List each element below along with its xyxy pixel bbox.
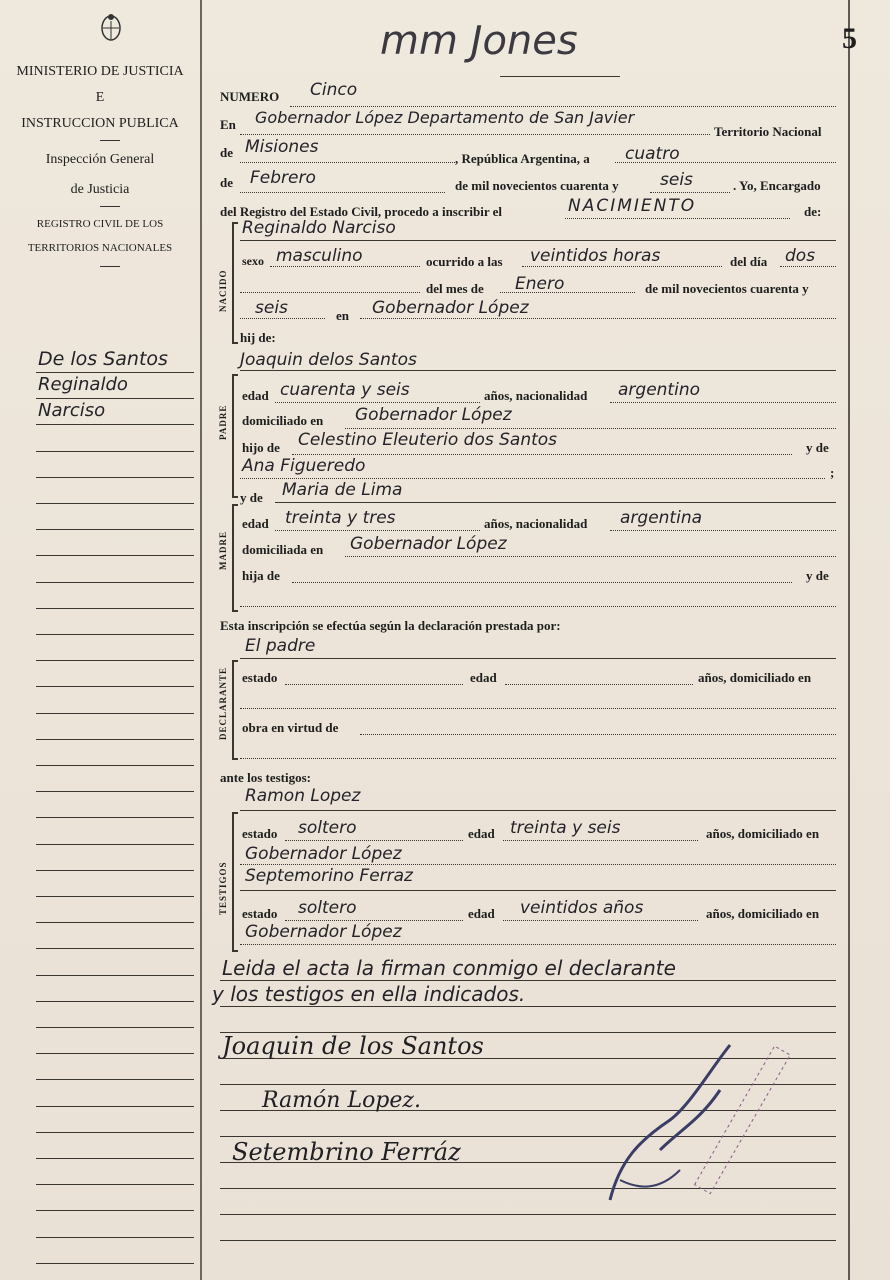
margin-rule xyxy=(36,1132,194,1133)
territorio-label: Territorio Nacional xyxy=(714,124,822,139)
margin-rule xyxy=(36,582,194,583)
anos-domiciliado-label: años, domiciliado en xyxy=(706,826,820,841)
padre-side-label: PADRE xyxy=(218,404,228,440)
margin-rule xyxy=(36,739,194,740)
fill-line xyxy=(610,402,836,403)
anos-nac-label: años, nacionalidad xyxy=(484,388,588,403)
father-nationality-value: argentino xyxy=(618,380,700,400)
fill-line xyxy=(345,428,836,429)
de-colon-label: de: xyxy=(804,204,822,219)
fill-line xyxy=(610,530,836,531)
fill-line xyxy=(505,684,693,685)
divider xyxy=(100,140,120,141)
margin-rule xyxy=(36,660,194,661)
margin-rule xyxy=(36,372,194,373)
margin-rule xyxy=(36,503,194,504)
witness2-age-value: veintidos años xyxy=(520,898,644,918)
hija-de-label: hija de xyxy=(242,568,280,583)
estado-label: estado xyxy=(242,826,278,841)
edad-label: edad xyxy=(242,516,269,531)
margin-rule xyxy=(36,791,194,792)
fill-line xyxy=(240,478,825,479)
fill-line xyxy=(240,864,836,865)
paternal-grandfather-value: Celestino Eleuterio dos Santos xyxy=(298,430,558,450)
fill-line xyxy=(270,266,420,267)
day-value: cuatro xyxy=(625,144,680,164)
scribble-underline xyxy=(500,76,620,77)
numero-label: NUMERO xyxy=(220,89,280,104)
ministry-line-1: MINISTERIO DE JUSTICIA xyxy=(16,64,184,79)
numero-value: Cinco xyxy=(310,80,358,100)
fill-line xyxy=(285,684,463,685)
inspection-line-1: Inspección General xyxy=(45,152,155,167)
fill-line xyxy=(615,162,836,163)
de-label: de xyxy=(220,175,233,190)
margin-rule xyxy=(36,896,194,897)
ministry-line-3: INSTRUCCION PUBLICA xyxy=(21,116,179,131)
anos-domiciliado-label: años, domiciliado en xyxy=(706,906,820,921)
margin-rule xyxy=(36,1053,194,1054)
mother-age-value: treinta y tres xyxy=(285,508,396,528)
domiciliado-label: domiciliado en xyxy=(242,413,324,428)
fill-line xyxy=(292,454,792,455)
margin-rule xyxy=(36,1106,194,1107)
margin-rule xyxy=(36,948,194,949)
father-address-value: Gobernador López xyxy=(355,405,512,425)
fill-line xyxy=(240,292,420,293)
witness2-name-value: Septemorino Ferraz xyxy=(245,866,413,886)
birth-day-value: dos xyxy=(785,246,816,266)
birth-year-value: seis xyxy=(255,298,288,318)
margin-rule xyxy=(36,922,194,923)
fill-line xyxy=(275,530,480,531)
margin-rule xyxy=(36,1158,194,1159)
mother-name-value: Maria de Lima xyxy=(282,480,403,500)
y-de-label: y de xyxy=(806,440,829,455)
encargado-label: . Yo, Encargado xyxy=(733,178,821,193)
margin-rule xyxy=(36,870,194,871)
hour-value: veintidos horas xyxy=(530,246,661,266)
fill-line xyxy=(275,402,480,403)
de-mil-label: de mil novecientos cuarenta y xyxy=(455,178,619,193)
en-label: En xyxy=(220,117,236,132)
republica-label: , República Argentina, a xyxy=(455,151,590,166)
registry-line-1: REGISTRO CIVIL DE LOS xyxy=(36,218,164,230)
testigos-side-label: TESTIGOS xyxy=(218,861,228,915)
fill-line xyxy=(220,980,836,981)
closing-line-1: Leida el acta la firman conmigo el declarante xyxy=(222,956,676,980)
fill-line xyxy=(240,134,710,135)
fill-line xyxy=(240,240,836,241)
margin-rule xyxy=(36,451,194,452)
margin-rule xyxy=(36,634,194,635)
edad-label: edad xyxy=(470,670,497,685)
margin-rule xyxy=(36,555,194,556)
inscripcion-label: Esta inscripción se efectúa según la declaración prestada por: xyxy=(220,618,561,633)
margin-rule xyxy=(36,398,194,399)
signature-witness2: Setembrino Ferráz xyxy=(232,1138,461,1166)
fill-line xyxy=(565,218,790,219)
fill-line xyxy=(240,708,836,709)
signature-rule xyxy=(220,1240,836,1241)
margin-rule xyxy=(36,529,194,530)
estado-label: estado xyxy=(242,906,278,921)
y-de-label: y de xyxy=(806,568,829,583)
anos-nac-label: años, nacionalidad xyxy=(484,516,588,531)
fill-line xyxy=(292,582,792,583)
margin-rule xyxy=(36,1184,194,1185)
hijo-label: hij de: xyxy=(240,330,276,345)
place-value: Gobernador López Departamento de San Javier xyxy=(255,108,635,127)
fill-line xyxy=(240,162,455,163)
page-number: 5 xyxy=(842,22,857,55)
margin-rule xyxy=(36,1210,194,1211)
year-value: seis xyxy=(660,170,693,190)
birth-place-value: Gobernador López xyxy=(372,298,529,318)
fill-line xyxy=(503,920,698,921)
ministry-line-2: E xyxy=(95,90,105,105)
fill-line xyxy=(522,266,722,267)
del-mes-label: del mes de xyxy=(426,281,484,296)
signature-father: Joaquin de los Santos xyxy=(222,1032,484,1060)
left-margin-column xyxy=(0,0,202,1280)
edad-label: edad xyxy=(242,388,269,403)
fill-line xyxy=(285,920,463,921)
closing-line-2: y los testigos en ella indicados. xyxy=(212,982,526,1006)
margin-rule xyxy=(36,686,194,687)
edad-label: edad xyxy=(468,906,495,921)
margin-rule xyxy=(36,1079,194,1080)
act-type-value: NACIMIENTO xyxy=(568,196,697,216)
margin-rule xyxy=(36,1237,194,1238)
witness1-age-value: treinta y seis xyxy=(510,818,621,838)
bracket xyxy=(232,812,238,952)
fill-line xyxy=(240,606,836,607)
fill-line xyxy=(360,734,836,735)
margin-rule xyxy=(36,975,194,976)
fill-line xyxy=(240,758,836,759)
month-value: Febrero xyxy=(250,168,316,188)
declarante-side-label: DECLARANTE xyxy=(218,666,228,740)
father-name-value: Joaquin delos Santos xyxy=(240,350,417,370)
fill-line xyxy=(285,840,463,841)
fill-line xyxy=(240,192,445,193)
margin-note-surname: De los Santos xyxy=(38,348,168,370)
hijo-de-label: hijo de xyxy=(242,440,280,455)
top-scribble: mm Jones xyxy=(380,18,578,64)
margin-rule xyxy=(36,477,194,478)
fill-line xyxy=(500,292,635,293)
fill-line xyxy=(275,502,836,503)
margin-rule xyxy=(36,1263,194,1264)
sexo-label: sexo xyxy=(242,254,264,268)
mother-address-value: Gobernador López xyxy=(350,534,507,554)
margin-rule xyxy=(36,765,194,766)
witness1-status-value: soltero xyxy=(298,818,357,838)
nacido-side-label: NACIDO xyxy=(218,269,228,312)
margin-rule xyxy=(36,424,194,425)
inspection-line-2: de Justicia xyxy=(70,182,130,197)
ocurrido-label: ocurrido a las xyxy=(426,254,503,269)
fill-line xyxy=(345,556,836,557)
official-stamp-icon xyxy=(600,1030,810,1220)
margin-rule xyxy=(36,817,194,818)
en-lower-label: en xyxy=(336,308,349,323)
semicolon-label: ; xyxy=(830,465,835,480)
child-name-value: Reginaldo Narciso xyxy=(242,218,396,238)
declarant-value: El padre xyxy=(245,636,316,656)
fill-line xyxy=(240,890,836,891)
fill-line xyxy=(650,192,730,193)
margin-rule xyxy=(36,713,194,714)
bracket xyxy=(232,222,238,344)
registry-line-2: TERRITORIOS NACIONALES xyxy=(27,242,173,254)
de-label: de xyxy=(220,145,233,160)
fill-line xyxy=(503,840,698,841)
divider xyxy=(100,266,120,267)
testigos-label: ante los testigos: xyxy=(220,770,311,785)
witness2-address-value: Gobernador López xyxy=(245,922,402,942)
anos-domiciliado-label: años, domiciliado en xyxy=(698,670,812,685)
signature-witness1: Ramón Lopez. xyxy=(262,1088,421,1113)
registro-label: del Registro del Estado Civil, procedo a inscribir el xyxy=(220,204,503,219)
fill-line xyxy=(240,944,836,945)
divider xyxy=(100,206,120,207)
fill-line xyxy=(240,810,836,811)
right-border xyxy=(848,0,850,1280)
fill-line xyxy=(290,106,836,107)
margin-note-name-1: Reginaldo xyxy=(38,374,128,395)
del-dia-label: del día xyxy=(730,254,768,269)
margin-note-name-2: Narciso xyxy=(38,400,106,421)
margin-rule xyxy=(36,1001,194,1002)
fill-line xyxy=(780,266,836,267)
signature-rule xyxy=(220,1006,836,1007)
bracket xyxy=(232,374,238,498)
obra-label: obra en virtud de xyxy=(242,720,339,735)
bracket xyxy=(232,660,238,760)
edad-label: edad xyxy=(468,826,495,841)
y-de-label: y de xyxy=(240,490,263,505)
witness1-name-value: Ramon Lopez xyxy=(245,786,361,806)
fill-line xyxy=(240,370,836,371)
province-value: Misiones xyxy=(245,137,319,157)
birth-month-value: Enero xyxy=(515,274,565,294)
margin-rule xyxy=(36,608,194,609)
witness2-status-value: soltero xyxy=(298,898,357,918)
bracket xyxy=(232,504,238,612)
fill-line xyxy=(240,318,325,319)
domiciliada-label: domiciliada en xyxy=(242,542,324,557)
madre-side-label: MADRE xyxy=(218,531,228,570)
paternal-grandmother-value: Ana Figueredo xyxy=(242,456,366,476)
mother-nationality-value: argentina xyxy=(620,508,703,528)
mil-cuarenta-label: de mil novecientos cuarenta y xyxy=(645,281,809,296)
estado-label: estado xyxy=(242,670,278,685)
margin-rule xyxy=(36,1027,194,1028)
witness1-address-value: Gobernador López xyxy=(245,844,402,864)
father-age-value: cuarenta y seis xyxy=(280,380,410,400)
margin-rule xyxy=(36,844,194,845)
fill-line xyxy=(240,658,836,659)
sex-value: masculino xyxy=(276,246,363,266)
coat-of-arms-icon xyxy=(100,12,122,42)
fill-line xyxy=(360,318,836,319)
